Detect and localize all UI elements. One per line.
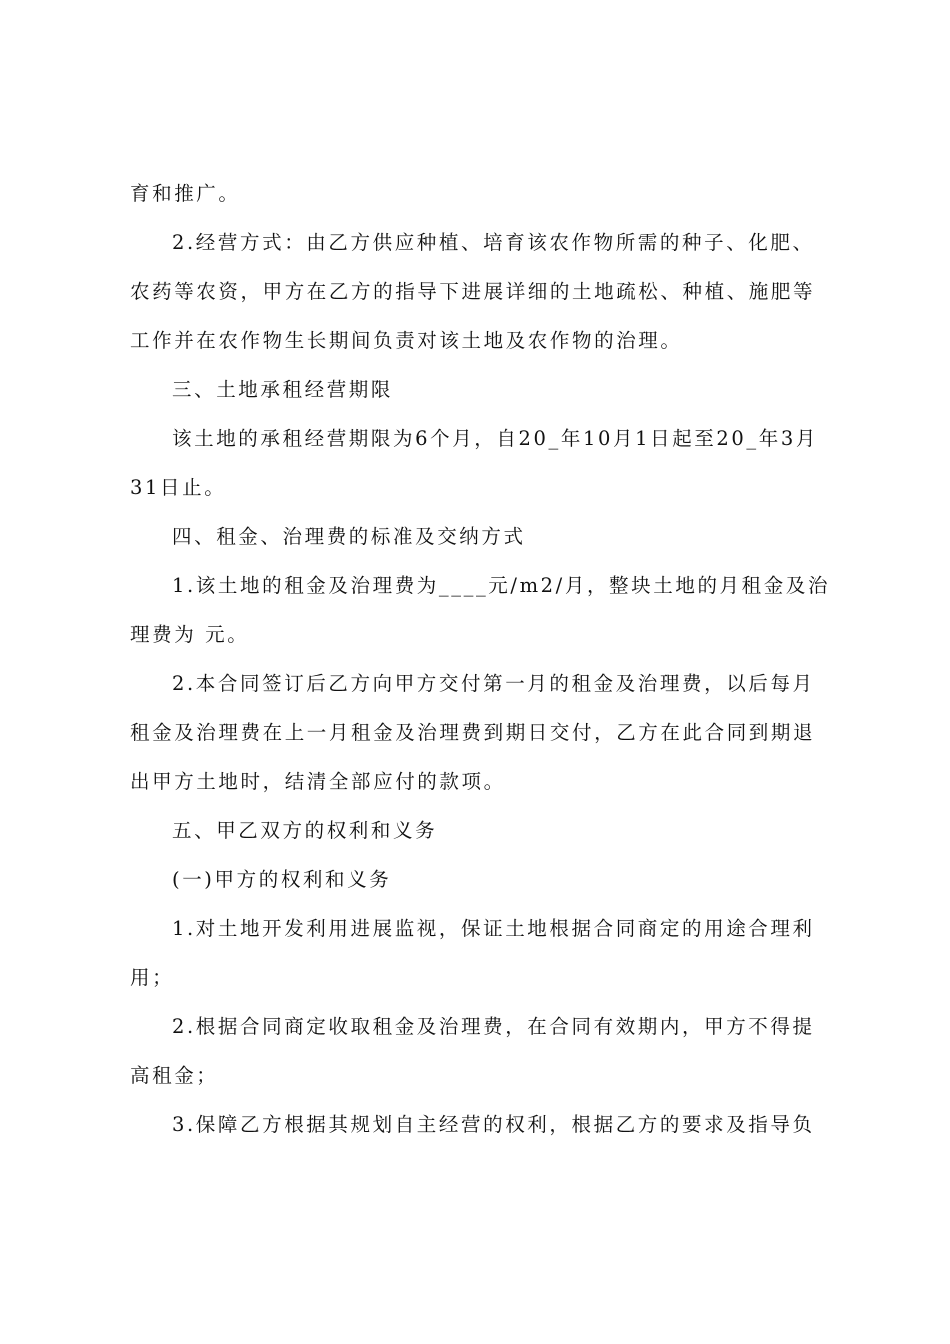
text-line: 工作并在农作物生长期间负责对该土地及农作物的治理。 [130,329,683,352]
text-line: 3.保障乙方根据其规划自主经营的权利，根据乙方的要求及指导负 [172,1113,815,1136]
text-line: 2.本合同签订后乙方向甲方交付第一月的租金及治理费，以后每月 [172,672,815,695]
section-heading: 五、甲乙双方的权利和义务 [172,819,438,842]
text-line: 租金及治理费在上一月租金及治理费到期日交付，乙方在此合同到期退 [130,721,816,744]
text-line: 31日止。 [130,476,227,499]
text-line: 1.对土地开发利用进展监视，保证土地根据合同商定的用途合理利 [172,917,815,940]
text-line: 1.该土地的租金及治理费为____元/m2/月，整块土地的月租金及治 [172,574,831,597]
text-line: 2.根据合同商定收取租金及治理费，在合同有效期内，甲方不得提 [172,1015,815,1038]
section-heading: 四、租金、治理费的标准及交纳方式 [172,525,526,548]
text-line: 出甲方土地时，结清全部应付的款项。 [130,770,506,793]
text-line: 该土地的承租经营期限为6个月，自20_年10月1日起至20_年3月 [172,427,818,450]
section-heading: 三、土地承租经营期限 [172,378,394,401]
text-line: 理费为 元。 [130,623,250,646]
subsection-heading: (一)甲方的权利和义务 [172,868,392,891]
text-line: 用； [130,966,175,989]
text-line: 2.经营方式：由乙方供应种植、培育该农作物所需的种子、化肥、 [172,231,815,254]
text-line: 农药等农资，甲方在乙方的指导下进展详细的土地疏松、种植、施肥等 [130,280,816,303]
text-line: 高租金； [130,1064,219,1087]
text-line: 育和推广。 [130,182,241,205]
